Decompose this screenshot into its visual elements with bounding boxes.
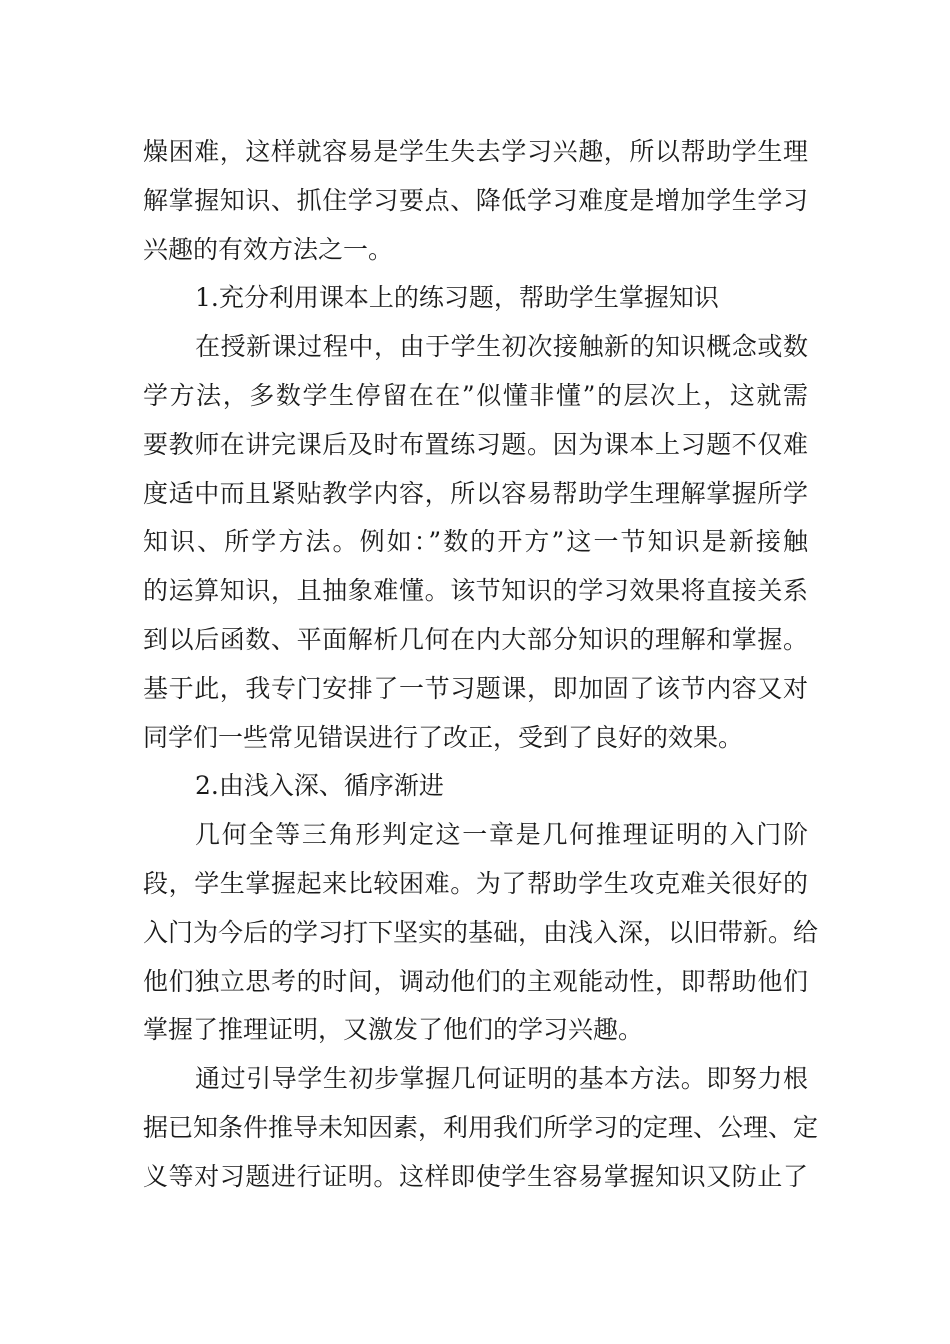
text-line: 基于此，我专门安排了一节习题课，即加固了该节内容又对 [143, 673, 808, 703]
text-line: 学方法，多数学生停留在在”似懂非懂”的层次上，这就需 [143, 380, 808, 410]
text-line: 的运算知识，且抽象难懂。该节知识的学习效果将直接关系 [143, 576, 808, 606]
text-line: 在授新课过程中，由于学生初次接触新的知识概念或数 [195, 332, 808, 362]
text-line: 要教师在讲完课后及时布置练习题。因为课本上习题不仅难 [143, 429, 808, 459]
text-line: 通过引导学生初步掌握几何证明的基本方法。即努力根 [195, 1064, 808, 1094]
section-heading-1: 1.充分利用课本上的练习题，帮助学生掌握知识 [195, 283, 719, 313]
text-line: 同学们一些常见错误进行了改正，受到了良好的效果。 [143, 722, 744, 752]
body-text [143, 128, 819, 1202]
text-line: 燥困难，这样就容易是学生失去学习兴趣，所以帮助学生理 [143, 137, 808, 166]
section-heading-2: 2.由浅入深、循序渐进 [195, 771, 444, 801]
text-line: 段，学生掌握起来比较困难。为了帮助学生攻克难关很好的 [143, 868, 808, 898]
text-line: 据已知条件推导未知因素，利用我们所学习的定理、公理、定 [143, 1112, 819, 1142]
text-line: 义等对习题进行证明。这样即使学生容易掌握知识又防止了 [143, 1161, 808, 1191]
text-line: 兴趣的有效方法之一。 [143, 234, 394, 264]
text-line: 掌握了推理证明，又激发了他们的学习兴趣。 [143, 1015, 644, 1045]
text-line: 解掌握知识、抓住学习要点、降低学习难度是增加学生学习 [143, 185, 808, 215]
text-line: 入门为今后的学习打下坚实的基础，由浅入深，以旧带新。给 [143, 917, 819, 947]
text-line: 知识、所学方法。例如：”数的开方”这一节知识是新接触 [143, 527, 808, 557]
text-line: 到以后函数、平面解析几何在内大部分知识的理解和掌握。 [143, 624, 808, 654]
text-line: 他们独立思考的时间，调动他们的主观能动性，即帮助他们 [143, 966, 808, 996]
text-line: 几何全等三角形判定这一章是几何推理证明的入门阶 [195, 820, 808, 850]
text-line: 度适中而且紧贴教学内容，所以容易帮助学生理解掌握所学 [143, 478, 808, 508]
